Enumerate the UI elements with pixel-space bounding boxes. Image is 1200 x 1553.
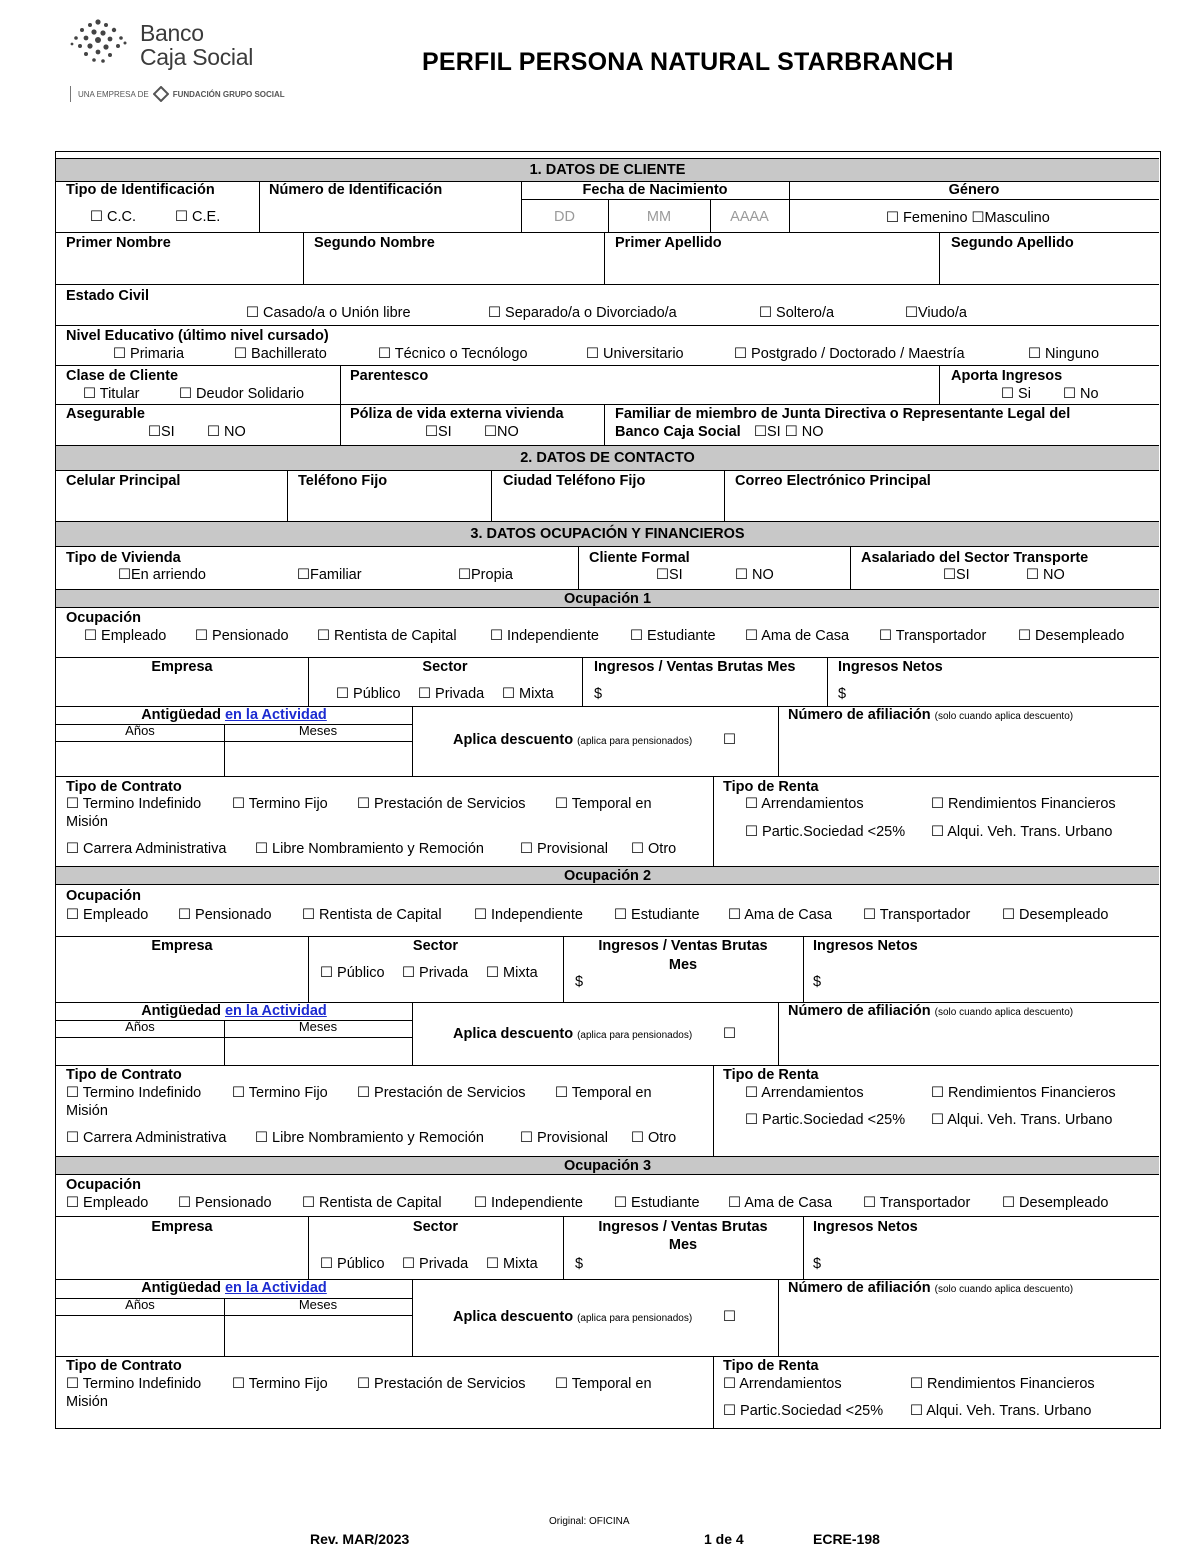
label-telefono: Teléfono Fijo: [298, 473, 388, 489]
checkbox-fijo[interactable]: ☐ Termino Fijo: [232, 796, 328, 812]
checkbox-otro[interactable]: ☐ Otro: [631, 841, 677, 857]
checkbox-aplica-descuento[interactable]: ☐: [723, 1026, 736, 1042]
label-parentesco: Parentesco: [350, 368, 429, 384]
checkbox-indefinido[interactable]: ☐ Termino Indefinido: [66, 796, 202, 812]
aplica-note: (aplica para pensionados): [577, 1313, 693, 1324]
checkbox-provisional[interactable]: ☐ Provisional: [520, 1130, 608, 1146]
label-tipo-vivienda: Tipo de Vivienda: [66, 550, 181, 566]
checkbox-estudiante[interactable]: ☐ Estudiante: [630, 628, 716, 644]
label-ingresos-netos: Ingresos Netos: [813, 938, 918, 954]
checkbox-pensionado[interactable]: ☐ Pensionado: [195, 628, 289, 644]
num-afiliacion-note: (solo cuando aplica descuento): [934, 1007, 1074, 1018]
checkbox-universitario[interactable]: ☐ Universitario: [586, 346, 684, 362]
checkbox-provisional[interactable]: ☐ Provisional: [520, 841, 608, 857]
label-familiar-1: Familiar de miembro de Junta Directiva o Representante Legal del: [615, 406, 1071, 422]
checkbox-mixta[interactable]: ☐ Mixta: [486, 1256, 538, 1272]
num-afiliacion-text: Número de afiliación: [788, 1003, 931, 1019]
label-primer-nombre: Primer Nombre: [66, 235, 171, 251]
checkbox-poliza-no[interactable]: ☐NO: [484, 424, 519, 440]
label-ingresos-b: Mes: [668, 1237, 698, 1253]
label-fecha-nac: Fecha de Nacimiento: [582, 182, 728, 198]
label-aplica-descuento: [453, 732, 692, 749]
checkbox-bachillerato[interactable]: ☐ Bachillerato: [234, 346, 327, 362]
label-segundo-nombre: Segundo Nombre: [314, 235, 435, 251]
checkbox-primaria[interactable]: ☐ Primaria: [113, 346, 185, 362]
checkbox-cc[interactable]: ☐ C.C.: [90, 209, 137, 225]
checkbox-partic-sociedad[interactable]: ☐ Partic.Sociedad <25%: [723, 1403, 884, 1419]
placeholder-dd[interactable]: DD: [554, 209, 575, 225]
checkbox-poliza-si[interactable]: ☐SI: [425, 424, 452, 440]
footer-code: ECRE-198: [813, 1531, 880, 1547]
label-anos: Años: [125, 1297, 155, 1312]
antiguedad-link[interactable]: en la Actividad: [224, 1003, 327, 1019]
checkbox-mixta[interactable]: ☐ Mixta: [502, 686, 554, 702]
checkbox-publico[interactable]: ☐ Público: [320, 1256, 385, 1272]
label-cliente-formal: Cliente Formal: [589, 550, 690, 566]
checkbox-transportador[interactable]: ☐ Transportador: [879, 628, 987, 644]
checkbox-asalariado-si[interactable]: ☐SI: [943, 567, 970, 583]
checkbox-formal-si[interactable]: ☐SI: [656, 567, 683, 583]
aplica-text: Aplica descuento: [453, 1026, 574, 1042]
label-tipo-contrato: Tipo de Contrato: [66, 1358, 182, 1374]
antiguedad-text: Antigüedad: [141, 1003, 221, 1019]
bank-logo: [66, 14, 285, 104]
occupation-2-header: Ocupación 2: [56, 866, 1159, 885]
section-1-header: 1. DATOS DE CLIENTE: [56, 158, 1159, 182]
aplica-note: (aplica para pensionados): [577, 1030, 693, 1041]
checkbox-empleado[interactable]: ☐ Empleado: [66, 907, 149, 923]
label-genero: Género: [948, 182, 1000, 198]
checkbox-asalariado-no[interactable]: ☐ NO: [1026, 567, 1065, 583]
checkbox-independiente[interactable]: ☐ Independiente: [474, 907, 583, 923]
label-num-afiliacion: [788, 707, 1073, 724]
checkbox-ama-casa[interactable]: ☐ Ama de Casa: [728, 907, 833, 923]
checkbox-familiar-viv[interactable]: ☐Familiar: [297, 567, 362, 583]
checkbox-transportador[interactable]: ☐ Transportador: [863, 907, 971, 923]
checkbox-pensionado[interactable]: ☐ Pensionado: [178, 907, 272, 923]
checkbox-pensionado[interactable]: ☐ Pensionado: [178, 1195, 272, 1211]
checkbox-prestacion[interactable]: ☐ Prestación de Servicios: [357, 796, 526, 812]
checkbox-empleado[interactable]: ☐ Empleado: [84, 628, 167, 644]
antiguedad-link[interactable]: en la Actividad: [224, 1280, 327, 1296]
label-ingresos: Ingresos / Ventas Brutas Mes: [594, 659, 796, 675]
checkbox-empleado[interactable]: ☐ Empleado: [66, 1195, 149, 1211]
checkbox-ce[interactable]: ☐ C.E.: [175, 209, 221, 225]
label-meses: Meses: [298, 723, 338, 738]
label-ocupacion: Ocupación: [66, 1177, 141, 1193]
label-sector: Sector: [412, 938, 459, 954]
checkbox-carrera[interactable]: ☐ Carrera Administrativa: [66, 841, 227, 857]
checkbox-rendimientos[interactable]: ☐ Rendimientos Financieros: [910, 1376, 1095, 1392]
checkbox-prestacion[interactable]: ☐ Prestación de Servicios: [357, 1085, 526, 1101]
section-3-header: 3. DATOS OCUPACIÓN Y FINANCIEROS: [56, 521, 1159, 547]
checkbox-desempleado[interactable]: ☐ Desempleado: [1002, 1195, 1109, 1211]
checkbox-rentista[interactable]: ☐ Rentista de Capital: [302, 907, 442, 923]
label-ingresos-netos: Ingresos Netos: [813, 1219, 918, 1235]
checkbox-alqui-veh[interactable]: ☐ Alqui. Veh. Trans. Urbano: [910, 1403, 1092, 1419]
aplica-note: (aplica para pensionados): [577, 736, 693, 747]
brand-subline: [70, 86, 285, 102]
checkbox-mixta[interactable]: ☐ Mixta: [486, 965, 538, 981]
antiguedad-text: Antigüedad: [141, 707, 221, 723]
antiguedad-link[interactable]: en la Actividad: [224, 707, 327, 723]
checkbox-indefinido[interactable]: ☐ Termino Indefinido: [66, 1376, 202, 1392]
checkbox-rentista[interactable]: ☐ Rentista de Capital: [317, 628, 457, 644]
checkbox-estudiante[interactable]: ☐ Estudiante: [614, 1195, 700, 1211]
checkbox-rendimientos[interactable]: ☐ Rendimientos Financieros: [931, 796, 1116, 812]
checkbox-independiente[interactable]: ☐ Independiente: [474, 1195, 583, 1211]
label-antiguedad: [56, 1280, 412, 1297]
checkbox-fijo[interactable]: ☐ Termino Fijo: [232, 1376, 328, 1392]
label-meses: Meses: [298, 1019, 338, 1034]
checkbox-tecnico[interactable]: ☐ Técnico o Tecnólogo: [378, 346, 528, 362]
checkbox-partic-sociedad[interactable]: ☐ Partic.Sociedad <25%: [745, 824, 906, 840]
label-ingresos-b: Mes: [668, 957, 698, 973]
label-sector: Sector: [412, 1219, 459, 1235]
label-tipo-renta: Tipo de Renta: [723, 1067, 819, 1083]
checkbox-ama-casa[interactable]: ☐ Ama de Casa: [745, 628, 850, 644]
checkbox-fijo[interactable]: ☐ Termino Fijo: [232, 1085, 328, 1101]
num-afiliacion-text: Número de afiliación: [788, 707, 931, 723]
checkbox-aporta-si[interactable]: ☐ Si: [1001, 386, 1031, 402]
checkbox-alqui-veh[interactable]: ☐ Alqui. Veh. Trans. Urbano: [931, 824, 1113, 840]
brand-sub-2: FUNDACIÓN GRUPO SOCIAL: [172, 89, 285, 99]
footer-original: Original: OFICINA: [549, 1516, 630, 1527]
label-aplica-descuento: [453, 1026, 692, 1043]
checkbox-ama-casa[interactable]: ☐ Ama de Casa: [728, 1195, 833, 1211]
placeholder-mm[interactable]: MM: [646, 209, 672, 225]
label-poliza: Póliza de vida externa vivienda: [350, 406, 564, 422]
checkbox-propia[interactable]: ☐Propia: [458, 567, 513, 583]
label-anos: Años: [125, 723, 155, 738]
checkbox-postgrado[interactable]: ☐ Postgrado / Doctorado / Maestría: [734, 346, 965, 362]
label-num-afiliacion: [788, 1280, 1073, 1297]
field-ingresos[interactable]: $: [575, 1256, 584, 1272]
checkbox-privada[interactable]: ☐ Privada: [402, 1256, 469, 1272]
checkbox-carrera[interactable]: ☐ Carrera Administrativa: [66, 1130, 227, 1146]
section-2-header: 2. DATOS DE CONTACTO: [56, 445, 1159, 471]
checkbox-partic-sociedad[interactable]: ☐ Partic.Sociedad <25%: [745, 1112, 906, 1128]
label-tipo-renta: Tipo de Renta: [723, 779, 819, 795]
label-ocupacion: Ocupación: [66, 888, 141, 904]
label-anos: Años: [125, 1019, 155, 1034]
field-ingresos-netos[interactable]: $: [813, 974, 822, 990]
label-asalariado: Asalariado del Sector Transporte: [861, 550, 1089, 566]
label-clase-cliente: Clase de Cliente: [66, 368, 179, 384]
checkbox-arrendamientos[interactable]: ☐ Arrendamientos: [745, 1085, 864, 1101]
label-empresa: Empresa: [151, 1219, 213, 1235]
checkbox-publico[interactable]: ☐ Público: [336, 686, 401, 702]
checkbox-arriendo[interactable]: ☐En arriendo: [118, 567, 206, 583]
aplica-text: Aplica descuento: [453, 1309, 574, 1325]
checkbox-privada[interactable]: ☐ Privada: [402, 965, 469, 981]
brand-line-2: Caja Social: [140, 44, 254, 70]
label-ocupacion: Ocupación: [66, 610, 141, 626]
field-ingresos[interactable]: $: [575, 974, 584, 990]
label-sector: Sector: [422, 659, 468, 675]
label-ingresos-netos: Ingresos Netos: [838, 659, 943, 675]
label-mision: Misión: [66, 1103, 108, 1119]
brand-line-1: Banco: [140, 20, 204, 46]
footer-page: 1 de 4: [704, 1531, 744, 1547]
label-asegurable: Asegurable: [66, 406, 145, 422]
num-afiliacion-text: Número de afiliación: [788, 1280, 931, 1296]
checkbox-libre-nombramiento[interactable]: ☐ Libre Nombramiento y Remoción: [255, 841, 484, 857]
checkbox-asegurable-si[interactable]: ☐SI: [148, 424, 175, 440]
label-celular: Celular Principal: [66, 473, 181, 489]
footer-revision: Rev. MAR/2023: [310, 1531, 410, 1547]
label-estado-civil: Estado Civil: [66, 288, 149, 304]
label-primer-apellido: Primer Apellido: [615, 235, 722, 251]
occupation-3-header: Ocupación 3: [56, 1156, 1159, 1175]
checkbox-prestacion[interactable]: ☐ Prestación de Servicios: [357, 1376, 526, 1392]
checkbox-arrendamientos[interactable]: ☐ Arrendamientos: [723, 1376, 842, 1392]
foundation-icon: [153, 86, 169, 102]
brand-sub-1: UNA EMPRESA DE: [78, 89, 149, 99]
aplica-text: Aplica descuento: [453, 732, 574, 748]
checkbox-privada[interactable]: ☐ Privada: [418, 686, 485, 702]
checkbox-libre-nombramiento[interactable]: ☐ Libre Nombramiento y Remoción: [255, 1130, 484, 1146]
antiguedad-text: Antigüedad: [141, 1280, 221, 1296]
label-antiguedad: [56, 1003, 412, 1020]
checkbox-publico[interactable]: ☐ Público: [320, 965, 385, 981]
label-mision: Misión: [66, 1394, 108, 1410]
label-correo: Correo Electrónico Principal: [735, 473, 931, 489]
label-meses: Meses: [298, 1297, 338, 1312]
checkbox-temporal[interactable]: ☐ Temporal en: [555, 796, 652, 812]
checkbox-soltero[interactable]: ☐ Soltero/a: [759, 305, 835, 321]
label-tipo-contrato: Tipo de Contrato: [66, 1067, 182, 1083]
label-tipo-id: Tipo de Identificación: [66, 182, 215, 198]
num-afiliacion-note: (solo cuando aplica descuento): [934, 1284, 1074, 1295]
label-ingresos-a: Ingresos / Ventas Brutas: [598, 1219, 768, 1235]
label-tipo-contrato: Tipo de Contrato: [66, 779, 182, 795]
checkbox-aplica-descuento[interactable]: ☐: [723, 732, 736, 748]
label-tipo-renta: Tipo de Renta: [723, 1358, 819, 1374]
label-num-afiliacion: [788, 1003, 1073, 1020]
checkbox-ninguno[interactable]: ☐ Ninguno: [1028, 346, 1100, 362]
label-ingresos-a: Ingresos / Ventas Brutas: [598, 938, 768, 954]
field-ingresos-netos[interactable]: $: [838, 686, 847, 702]
label-mision: Misión: [66, 814, 108, 830]
checkbox-rendimientos[interactable]: ☐ Rendimientos Financieros: [931, 1085, 1116, 1101]
checkbox-aplica-descuento[interactable]: ☐: [723, 1309, 736, 1325]
label-segundo-apellido: Segundo Apellido: [951, 235, 1074, 251]
label-antiguedad: [56, 707, 412, 724]
checkbox-temporal[interactable]: ☐ Temporal en: [555, 1085, 652, 1101]
checkbox-desempleado[interactable]: ☐ Desempleado: [1018, 628, 1125, 644]
label-familiar-2: Banco Caja Social: [615, 424, 741, 440]
checkbox-arrendamientos[interactable]: ☐ Arrendamientos: [745, 796, 864, 812]
checkbox-titular[interactable]: ☐ Titular: [83, 386, 140, 402]
checkbox-desempleado[interactable]: ☐ Desempleado: [1002, 907, 1109, 923]
checkbox-aporta-no[interactable]: ☐ No: [1063, 386, 1099, 402]
label-aplica-descuento: [453, 1309, 692, 1326]
field-ingresos-netos[interactable]: $: [813, 1256, 822, 1272]
label-aporta-ingresos: Aporta Ingresos: [951, 368, 1063, 384]
checkbox-otro[interactable]: ☐ Otro: [631, 1130, 677, 1146]
checkbox-formal-no[interactable]: ☐ NO: [735, 567, 774, 583]
checkbox-casado[interactable]: ☐ Casado/a o Unión libre: [246, 305, 411, 321]
checkbox-alqui-veh[interactable]: ☐ Alqui. Veh. Trans. Urbano: [931, 1112, 1113, 1128]
checkbox-temporal[interactable]: ☐ Temporal en: [555, 1376, 652, 1392]
checkbox-estudiante[interactable]: ☐ Estudiante: [614, 907, 700, 923]
checkbox-asegurable-no[interactable]: ☐ NO: [207, 424, 246, 440]
label-nivel-educativo: Nivel Educativo (último nivel cursado): [66, 328, 329, 344]
placeholder-aaaa[interactable]: AAAA: [730, 209, 769, 225]
logo-dots-icon: [68, 16, 134, 72]
occupation-1-header: Ocupación 1: [56, 589, 1159, 608]
client-profile-form: [55, 151, 1161, 1429]
checkbox-familiar[interactable]: ☐SI ☐ NO: [754, 424, 824, 440]
label-empresa: Empresa: [151, 659, 213, 675]
num-afiliacion-note: (solo cuando aplica descuento): [934, 711, 1074, 722]
checkbox-genero[interactable]: ☐ Femenino ☐Masculino: [886, 210, 1050, 226]
label-ciudad-telefono: Ciudad Teléfono Fijo: [503, 473, 646, 489]
checkbox-deudor[interactable]: ☐ Deudor Solidario: [179, 386, 305, 402]
checkbox-rentista[interactable]: ☐ Rentista de Capital: [302, 1195, 442, 1211]
checkbox-transportador[interactable]: ☐ Transportador: [863, 1195, 971, 1211]
checkbox-separado[interactable]: ☐ Separado/a o Divorciado/a: [488, 305, 677, 321]
checkbox-indefinido[interactable]: ☐ Termino Indefinido: [66, 1085, 202, 1101]
checkbox-independiente[interactable]: ☐ Independiente: [490, 628, 599, 644]
label-num-id: Número de Identificación: [269, 182, 443, 198]
checkbox-viudo[interactable]: ☐Viudo/a: [905, 305, 967, 321]
page-title: PERFIL PERSONA NATURAL STARBRANCH: [422, 48, 954, 76]
label-empresa: Empresa: [151, 938, 213, 954]
field-ingresos[interactable]: $: [594, 686, 603, 702]
